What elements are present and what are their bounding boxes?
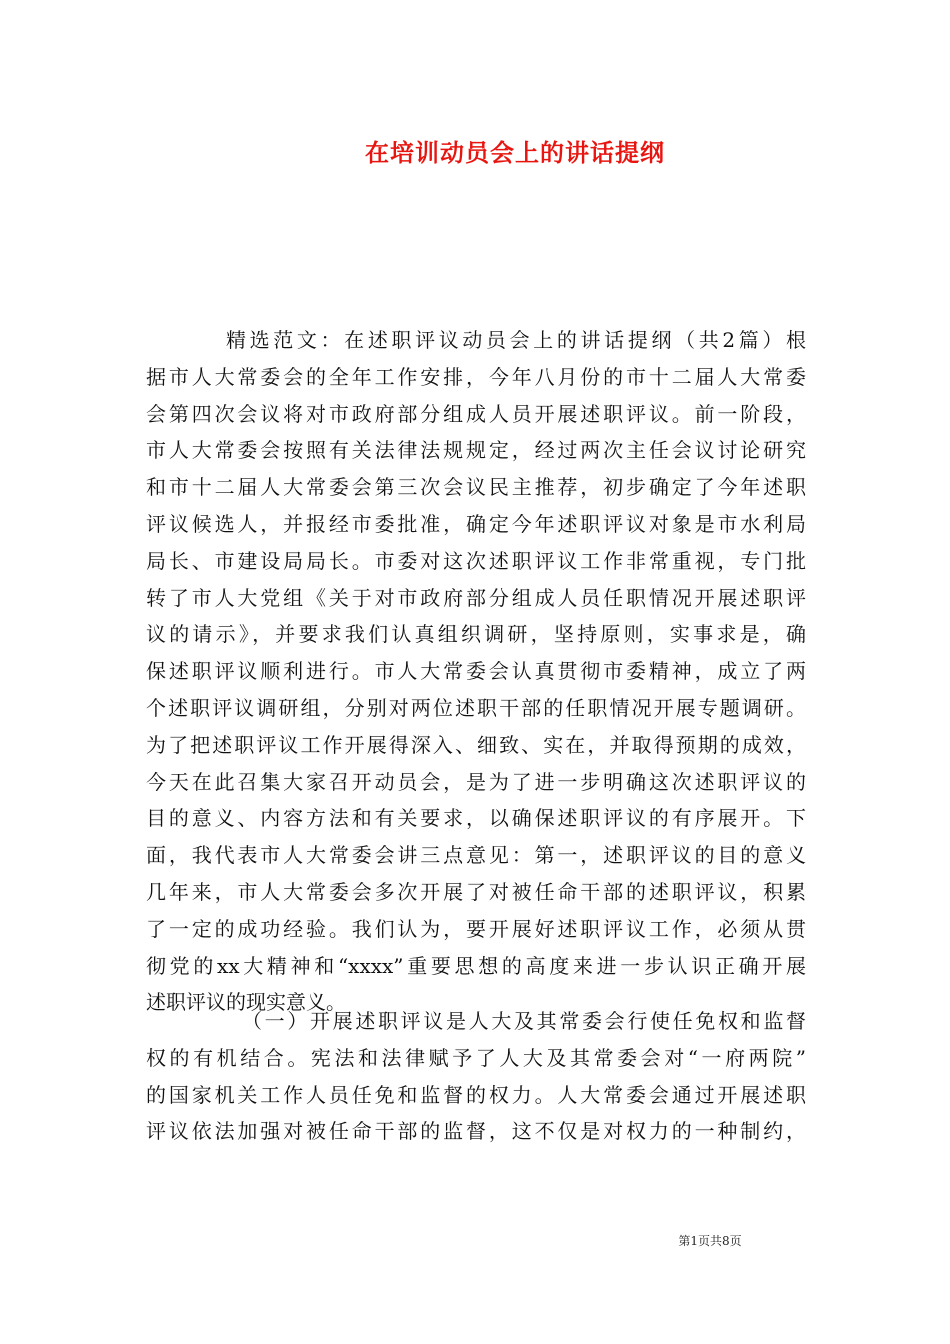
text-line: 据市人大常委会的全年工作安排，今年八月份的市十二届人大常委 xyxy=(146,364,806,389)
text-line: 和市十二届人大常委会第三次会议民主推荐，初步确定了今年述职 xyxy=(146,475,806,500)
text-line: 述职评议的现实意义。 xyxy=(146,990,346,1015)
text-line: 今天在此召集大家召开动员会，是为了进一步明确这次述职评议的 xyxy=(146,769,806,794)
paragraph-1 xyxy=(146,322,806,1021)
text-line: 转了市人大党组《关于对市政府部分组成人员任职情况开展述职评 xyxy=(146,585,806,610)
text-line: 评议候选人，并报经市委批准，确定今年述职评议对象是市水利局 xyxy=(146,511,806,536)
text-line: 局长、市建设局局长。市委对这次述职评议工作非常重视，专门批 xyxy=(146,548,806,573)
text-line: 市人大常委会按照有关法律法规规定，经过两次主任会议讨论研究 xyxy=(146,438,806,463)
text-line: 为了把述职评议工作开展得深入、细致、实在，并取得预期的成效， xyxy=(146,732,806,757)
text-line: （一）开展述职评议是人大及其常委会行使任免权和监督 xyxy=(242,1009,806,1033)
text-line: 几年来，市人大常委会多次开展了对被任命干部的述职评议，积累 xyxy=(146,879,806,904)
text-line: 了一定的成功经验。我们认为，要开展好述职评议工作，必须从贯 xyxy=(146,916,806,941)
page-title: 在培训动员会上的讲话提纲 xyxy=(365,138,665,167)
text-line: 精选范文：在述职评议动员会上的讲话提纲（共2篇）根 xyxy=(226,328,806,352)
text-line: 个述职评议调研组，分别对两位述职干部的任职情况开展专题调研。 xyxy=(146,695,806,720)
paragraph-2 xyxy=(146,1003,806,1150)
text-line: 议的请示》，并要求我们认真组织调研，坚持原则，实事求是，确 xyxy=(146,622,806,647)
text-line: 权的有机结合。宪法和法律赋予了人大及其常委会对“一府两院” xyxy=(146,1045,806,1070)
text-line: 面，我代表市人大常委会讲三点意见：第一，述职评议的目的意义 xyxy=(146,843,806,868)
text-line: 保述职评议顺利进行。市人大常委会认真贯彻市委精神，成立了两 xyxy=(146,659,806,684)
text-line: 评议依法加强对被任命干部的监督，这不仅是对权力的一种制约， xyxy=(146,1119,806,1144)
text-line: 会第四次会议将对市政府部分组成人员开展述职评议。前一阶段， xyxy=(146,401,806,426)
text-line: 彻党的xx大精神和“xxxx”重要思想的高度来进一步认识正确开展 xyxy=(146,953,806,978)
text-line: 目的意义、内容方法和有关要求，以确保述职评议的有序展开。下 xyxy=(146,806,806,831)
page-number: 第1页共8页 xyxy=(678,1234,742,1248)
text-line: 的国家机关工作人员任免和监督的权力。人大常委会通过开展述职 xyxy=(146,1082,806,1107)
